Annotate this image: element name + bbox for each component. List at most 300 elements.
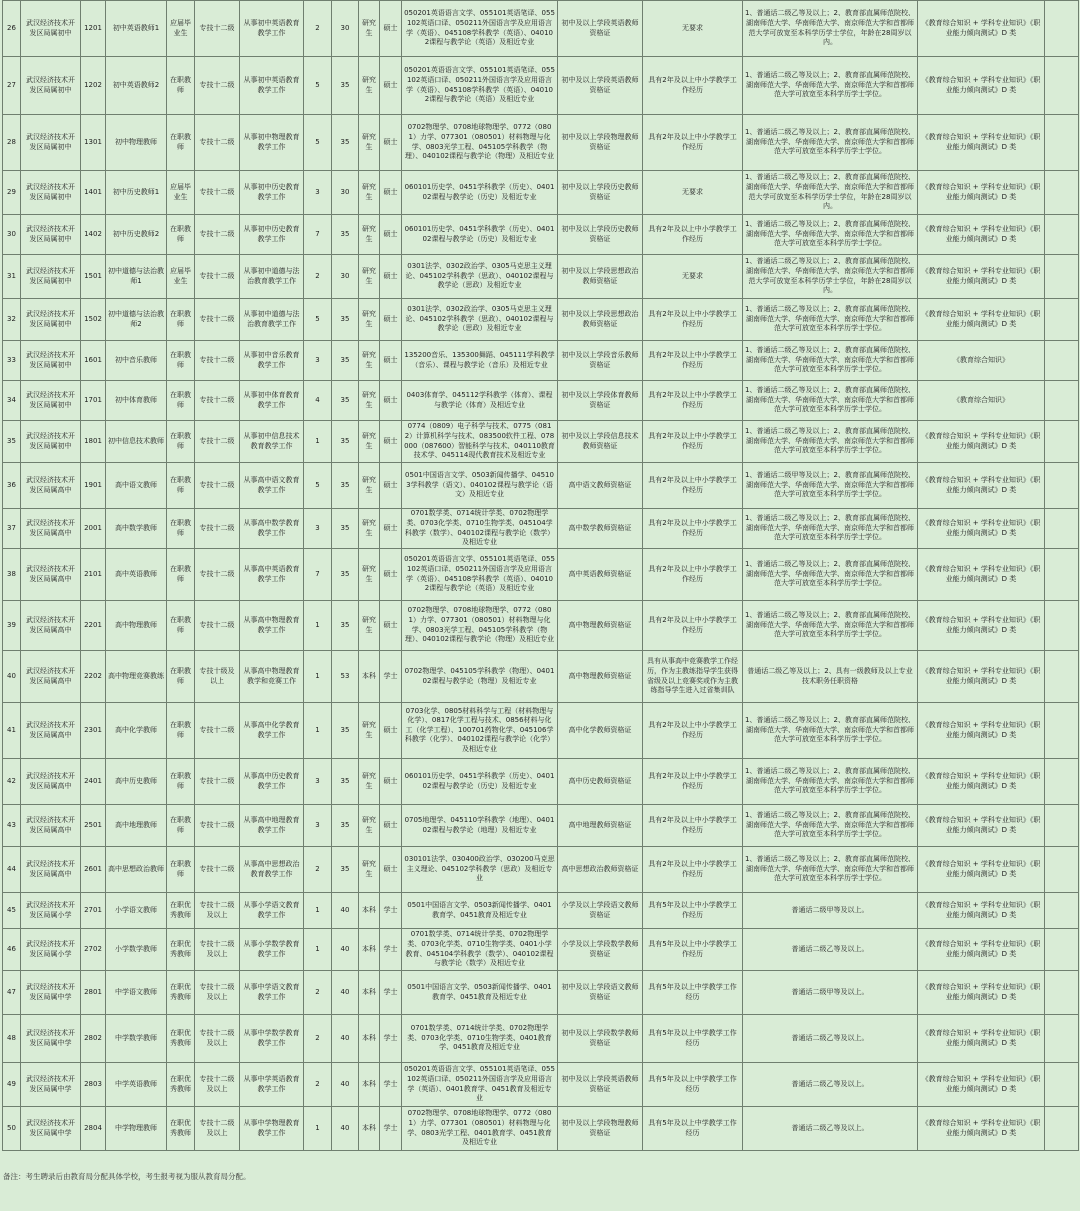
cell-unit[interactable]: 武汉经济技术开发区局属小学	[21, 893, 81, 929]
cell-unit[interactable]: 武汉经济技术开发区局属高中	[21, 847, 81, 893]
cell-no[interactable]: 28	[3, 115, 21, 171]
cell-degree[interactable]: 学士	[380, 971, 402, 1015]
cell-exp[interactable]: 具有2年及以上中小学教学工作经历	[643, 759, 743, 805]
cell-cert[interactable]: 初中及以上学段语文教师资格证	[558, 971, 643, 1015]
cell-major[interactable]: 0403体育学、045112学科教学（体育）、课程与教学论（体育）及相近专业	[402, 381, 558, 421]
cell-edu[interactable]: 研究生	[359, 341, 380, 381]
cell-no[interactable]: 45	[3, 893, 21, 929]
cell-post[interactable]: 初中音乐教师	[106, 341, 167, 381]
cell-other[interactable]: 1、普通话二级乙等及以上；2、教育部直属师范院校、湖南师范大学、华南师范大学、南京师范大学和首都师范大学可放宽至本科学历学士学位。	[743, 341, 918, 381]
cell-source[interactable]: 在职优秀教师	[167, 1015, 195, 1063]
cell-exp[interactable]: 具有2年及以上中小学教学工作经历	[643, 341, 743, 381]
cell-grade[interactable]: 专技十二级及以上	[195, 1063, 240, 1107]
cell-count[interactable]: 2	[304, 1, 332, 57]
cell-post[interactable]: 初中历史教师1	[106, 171, 167, 215]
cell-exam[interactable]: 《教育综合知识 + 学科专业知识》《职业能力倾向测试》D 类	[918, 421, 1045, 463]
cell-source[interactable]: 在职教师	[167, 847, 195, 893]
cell-major[interactable]: 060101历史学、0451学科教学（历史）、040102课程与教学论（历史）及相近专业	[402, 759, 558, 805]
cell-unit[interactable]: 武汉经济技术开发区局属高中	[21, 549, 81, 601]
cell-grade[interactable]: 专技十二级	[195, 847, 240, 893]
cell-grade[interactable]: 专技十二级及以上	[195, 1015, 240, 1063]
cell-source[interactable]: 在职优秀教师	[167, 1107, 195, 1151]
cell-cert[interactable]: 初中及以上学段物理教师资格证	[558, 1107, 643, 1151]
cell-degree[interactable]: 硕士	[380, 171, 402, 215]
cell-no[interactable]: 31	[3, 255, 21, 299]
cell-blank[interactable]	[1045, 1, 1079, 57]
cell-no[interactable]: 41	[3, 703, 21, 759]
cell-edu[interactable]: 研究生	[359, 549, 380, 601]
cell-source[interactable]: 在职教师	[167, 421, 195, 463]
cell-exp[interactable]: 具有2年及以上中小学教学工作经历	[643, 463, 743, 509]
cell-major[interactable]: 060101历史学、0451学科教学（历史）、040102课程与教学论（历史）及相近专业	[402, 215, 558, 255]
cell-count[interactable]: 2	[304, 255, 332, 299]
cell-blank[interactable]	[1045, 115, 1079, 171]
cell-source[interactable]: 在职优秀教师	[167, 893, 195, 929]
cell-major[interactable]: 0501中国语言文学、0503新闻传播学、045103学科教学（语文）、040102课程与教学论（语文）及相近专业	[402, 463, 558, 509]
cell-no[interactable]: 32	[3, 299, 21, 341]
cell-source[interactable]: 在职教师	[167, 341, 195, 381]
cell-duty[interactable]: 从事高中语文教育教学工作	[240, 463, 304, 509]
cell-duty[interactable]: 从事小学数学教育教学工作	[240, 929, 304, 971]
cell-duty[interactable]: 从事中学物理教育教学工作	[240, 1107, 304, 1151]
cell-count[interactable]: 1	[304, 929, 332, 971]
cell-edu[interactable]: 研究生	[359, 381, 380, 421]
cell-exam[interactable]: 《教育综合知识 + 学科专业知识》《职业能力倾向测试》D 类	[918, 1, 1045, 57]
cell-exam[interactable]: 《教育综合知识 + 学科专业知识》《职业能力倾向测试》D 类	[918, 115, 1045, 171]
cell-post[interactable]: 初中物理教师	[106, 115, 167, 171]
cell-edu[interactable]: 研究生	[359, 847, 380, 893]
cell-count[interactable]: 5	[304, 463, 332, 509]
cell-count[interactable]: 2	[304, 1015, 332, 1063]
cell-other[interactable]: 1、普通话二级乙等及以上；2、教育部直属师范院校、湖南师范大学、华南师范大学、南京师范大学和首都师范大学可放宽至本科学历学士学位。	[743, 549, 918, 601]
cell-no[interactable]: 26	[3, 1, 21, 57]
cell-age[interactable]: 35	[332, 805, 359, 847]
cell-exam[interactable]: 《教育综合知识 + 学科专业知识》《职业能力倾向测试》D 类	[918, 971, 1045, 1015]
cell-grade[interactable]: 专技十二级	[195, 463, 240, 509]
cell-unit[interactable]: 武汉经济技术开发区局属中学	[21, 1015, 81, 1063]
cell-duty[interactable]: 从事高中化学教育教学工作	[240, 703, 304, 759]
cell-source[interactable]: 在职教师	[167, 549, 195, 601]
cell-blank[interactable]	[1045, 759, 1079, 805]
cell-other[interactable]: 1、普通话二级乙等及以上；2、教育部直属师范院校、湖南师范大学、华南师范大学、南京师范大学和首都师范大学可放宽至本科学历学士学位。	[743, 759, 918, 805]
cell-code[interactable]: 1601	[81, 341, 106, 381]
cell-blank[interactable]	[1045, 1063, 1079, 1107]
cell-code[interactable]: 2202	[81, 651, 106, 703]
cell-no[interactable]: 35	[3, 421, 21, 463]
cell-duty[interactable]: 从事高中物理教育教学和竞赛工作	[240, 651, 304, 703]
cell-duty[interactable]: 从事初中物理教育教学工作	[240, 115, 304, 171]
cell-exam[interactable]: 《教育综合知识 + 学科专业知识》《职业能力倾向测试》D 类	[918, 651, 1045, 703]
cell-degree[interactable]: 硕士	[380, 509, 402, 549]
cell-post[interactable]: 高中地理教师	[106, 805, 167, 847]
cell-grade[interactable]: 专技十二级	[195, 601, 240, 651]
cell-exam[interactable]: 《教育综合知识 + 学科专业知识》《职业能力倾向测试》D 类	[918, 57, 1045, 115]
cell-count[interactable]: 1	[304, 893, 332, 929]
cell-code[interactable]: 1501	[81, 255, 106, 299]
cell-degree[interactable]: 硕士	[380, 759, 402, 805]
cell-edu[interactable]: 研究生	[359, 463, 380, 509]
cell-cert[interactable]: 高中化学教师资格证	[558, 703, 643, 759]
cell-grade[interactable]: 专技十二级	[195, 549, 240, 601]
cell-code[interactable]: 1901	[81, 463, 106, 509]
cell-duty[interactable]: 从事高中历史教育教学工作	[240, 759, 304, 805]
cell-other[interactable]: 1、普通话二级乙等及以上；2、教育部直属师范院校、湖南师范大学、华南师范大学、南京师范大学和首都师范大学可放宽至本科学历学士学位。	[743, 115, 918, 171]
cell-exp[interactable]: 无要求	[643, 1, 743, 57]
cell-major[interactable]: 0702物理学、045105学科教学（物理）、040102课程与教学论（物理）及相近专业	[402, 651, 558, 703]
cell-blank[interactable]	[1045, 463, 1079, 509]
cell-unit[interactable]: 武汉经济技术开发区局属初中	[21, 215, 81, 255]
cell-exp[interactable]: 具有5年及以上中小学教学工作经历	[643, 893, 743, 929]
cell-edu[interactable]: 研究生	[359, 703, 380, 759]
cell-edu[interactable]: 本科	[359, 1107, 380, 1151]
cell-cert[interactable]: 高中历史教师资格证	[558, 759, 643, 805]
cell-code[interactable]: 1502	[81, 299, 106, 341]
cell-other[interactable]: 普通话二级甲等及以上。	[743, 893, 918, 929]
cell-duty[interactable]: 从事中学英语教育教学工作	[240, 1063, 304, 1107]
cell-source[interactable]: 在职优秀教师	[167, 971, 195, 1015]
cell-blank[interactable]	[1045, 549, 1079, 601]
cell-degree[interactable]: 硕士	[380, 805, 402, 847]
cell-exam[interactable]: 《教育综合知识 + 学科专业知识》《职业能力倾向测试》D 类	[918, 255, 1045, 299]
cell-no[interactable]: 29	[3, 171, 21, 215]
cell-edu[interactable]: 研究生	[359, 215, 380, 255]
cell-no[interactable]: 50	[3, 1107, 21, 1151]
cell-unit[interactable]: 武汉经济技术开发区局属初中	[21, 115, 81, 171]
cell-duty[interactable]: 从事初中历史教育教学工作	[240, 215, 304, 255]
cell-blank[interactable]	[1045, 929, 1079, 971]
cell-exam[interactable]: 《教育综合知识 + 学科专业知识》《职业能力倾向测试》D 类	[918, 1107, 1045, 1151]
cell-grade[interactable]: 专技十二级	[195, 381, 240, 421]
cell-degree[interactable]: 硕士	[380, 549, 402, 601]
cell-count[interactable]: 2	[304, 847, 332, 893]
cell-code[interactable]: 2801	[81, 971, 106, 1015]
cell-blank[interactable]	[1045, 601, 1079, 651]
cell-major[interactable]: 050201英语语言文学、055101英语笔译、055102英语口译、050211外国语言学及应用语言学（英语）、045108学科教学（英语）、040102课程与教学论（英语）及相近专业	[402, 549, 558, 601]
cell-post[interactable]: 高中语文教师	[106, 463, 167, 509]
cell-degree[interactable]: 硕士	[380, 215, 402, 255]
cell-age[interactable]: 35	[332, 115, 359, 171]
cell-exp[interactable]: 具有2年及以上中小学教学工作经历	[643, 115, 743, 171]
cell-duty[interactable]: 从事高中思想政治教育教学工作	[240, 847, 304, 893]
cell-blank[interactable]	[1045, 805, 1079, 847]
cell-other[interactable]: 1、普通话二级乙等及以上；2、教育部直属师范院校、湖南师范大学、华南师范大学、南京师范大学和首都师范大学可放宽至本科学历学士学位，年龄在28周岁以内。	[743, 1, 918, 57]
cell-unit[interactable]: 武汉经济技术开发区局属中学	[21, 1107, 81, 1151]
cell-blank[interactable]	[1045, 971, 1079, 1015]
cell-major[interactable]: 135200音乐、135300舞蹈、045111学科教学（音乐）、课程与教学论（音乐）及相近专业	[402, 341, 558, 381]
cell-grade[interactable]: 专技十二级	[195, 255, 240, 299]
cell-unit[interactable]: 武汉经济技术开发区局属初中	[21, 341, 81, 381]
cell-age[interactable]: 35	[332, 601, 359, 651]
cell-no[interactable]: 37	[3, 509, 21, 549]
cell-count[interactable]: 1	[304, 703, 332, 759]
cell-count[interactable]: 1	[304, 421, 332, 463]
cell-no[interactable]: 27	[3, 57, 21, 115]
cell-post[interactable]: 高中物理教师	[106, 601, 167, 651]
cell-edu[interactable]: 研究生	[359, 57, 380, 115]
cell-degree[interactable]: 硕士	[380, 57, 402, 115]
cell-edu[interactable]: 研究生	[359, 299, 380, 341]
cell-age[interactable]: 35	[332, 463, 359, 509]
cell-post[interactable]: 初中历史教师2	[106, 215, 167, 255]
cell-source[interactable]: 在职教师	[167, 463, 195, 509]
cell-major[interactable]: 0774（0809）电子科学与技术、0775（0812）计算机科学与技术、083500软件工程、078000（087600）智能科学与技术、040110教育技术学、045114现代教育技术及相近专业	[402, 421, 558, 463]
cell-age[interactable]: 35	[332, 703, 359, 759]
cell-code[interactable]: 1401	[81, 171, 106, 215]
cell-exp[interactable]: 具有2年及以上中小学教学工作经历	[643, 805, 743, 847]
cell-major[interactable]: 0501中国语言文学、0503新闻传播学、0401教育学、0451教育及相近专业	[402, 893, 558, 929]
cell-blank[interactable]	[1045, 299, 1079, 341]
cell-exam[interactable]: 《教育综合知识 + 学科专业知识》《职业能力倾向测试》D 类	[918, 509, 1045, 549]
cell-unit[interactable]: 武汉经济技术开发区局属高中	[21, 651, 81, 703]
cell-age[interactable]: 40	[332, 929, 359, 971]
cell-other[interactable]: 1、普通话二级乙等及以上；2、教育部直属师范院校、湖南师范大学、华南师范大学、南京师范大学和首都师范大学可放宽至本科学历学士学位。	[743, 215, 918, 255]
cell-source[interactable]: 在职教师	[167, 601, 195, 651]
cell-cert[interactable]: 初中及以上学段思想政治教师资格证	[558, 299, 643, 341]
cell-blank[interactable]	[1045, 215, 1079, 255]
cell-count[interactable]: 2	[304, 1063, 332, 1107]
cell-other[interactable]: 1、普通话二级乙等及以上；2、教育部直属师范院校、湖南师范大学、华南师范大学、南京师范大学和首都师范大学可放宽至本科学历学士学位。	[743, 847, 918, 893]
cell-other[interactable]: 1、普通话二级甲等及以上；2、教育部直属师范院校、湖南师范大学、华南师范大学、南京师范大学和首都师范大学可放宽至本科学历学士学位。	[743, 463, 918, 509]
cell-unit[interactable]: 武汉经济技术开发区局属高中	[21, 759, 81, 805]
cell-post[interactable]: 初中道德与法治教师1	[106, 255, 167, 299]
cell-unit[interactable]: 武汉经济技术开发区局属高中	[21, 805, 81, 847]
cell-other[interactable]: 1、普通话二级乙等及以上；2、教育部直属师范院校、湖南师范大学、华南师范大学、南京师范大学和首都师范大学可放宽至本科学历学士学位，年龄在28周岁以内。	[743, 171, 918, 215]
cell-grade[interactable]: 专技十二级	[195, 509, 240, 549]
cell-cert[interactable]: 小学及以上学段数学教师资格证	[558, 929, 643, 971]
cell-duty[interactable]: 从事高中数学教育教学工作	[240, 509, 304, 549]
cell-duty[interactable]: 从事初中信息技术教育教学工作	[240, 421, 304, 463]
cell-major[interactable]: 0701数学类、0714统计学类、0702物理学类、0703化学类、0710生物学类、045104学科教学（数学）、040102课程与教学论（数学）及相近专业	[402, 509, 558, 549]
cell-post[interactable]: 高中思想政治教师	[106, 847, 167, 893]
cell-other[interactable]: 1、普通话二级乙等及以上；2、教育部直属师范院校、湖南师范大学、华南师范大学、南京师范大学和首都师范大学可放宽至本科学历学士学位。	[743, 299, 918, 341]
cell-other[interactable]: 1、普通话二级乙等及以上；2、教育部直属师范院校、湖南师范大学、华南师范大学、南京师范大学和首都师范大学可放宽至本科学历学士学位。	[743, 805, 918, 847]
cell-exp[interactable]: 具有2年及以上中小学教学工作经历	[643, 601, 743, 651]
cell-count[interactable]: 7	[304, 215, 332, 255]
cell-blank[interactable]	[1045, 509, 1079, 549]
cell-grade[interactable]: 专技十二级	[195, 1, 240, 57]
cell-code[interactable]: 1701	[81, 381, 106, 421]
cell-major[interactable]: 050201英语语言文学、055101英语笔译、055102英语口译、050211外国语言学及应用语言学（英语）、0401教育学、0451教育及相近专业	[402, 1063, 558, 1107]
cell-cert[interactable]: 高中物理教师资格证	[558, 601, 643, 651]
cell-cert[interactable]: 高中语文教师资格证	[558, 463, 643, 509]
cell-other[interactable]: 1、普通话二级乙等及以上；2、教育部直属师范院校、湖南师范大学、华南师范大学、南京师范大学和首都师范大学可放宽至本科学历学士学位。	[743, 421, 918, 463]
cell-exam[interactable]: 《教育综合知识 + 学科专业知识》《职业能力倾向测试》D 类	[918, 703, 1045, 759]
cell-other[interactable]: 普通话二级乙等及以上。	[743, 1107, 918, 1151]
cell-blank[interactable]	[1045, 847, 1079, 893]
cell-duty[interactable]: 从事小学语文教育教学工作	[240, 893, 304, 929]
cell-no[interactable]: 30	[3, 215, 21, 255]
cell-cert[interactable]: 初中及以上学段英语教师资格证	[558, 1063, 643, 1107]
cell-cert[interactable]: 高中数学教师资格证	[558, 509, 643, 549]
cell-duty[interactable]: 从事高中英语教育教学工作	[240, 549, 304, 601]
cell-edu[interactable]: 本科	[359, 929, 380, 971]
cell-other[interactable]: 普通话二级乙等及以上。	[743, 1063, 918, 1107]
cell-edu[interactable]: 研究生	[359, 601, 380, 651]
cell-exp[interactable]: 具有2年及以上中小学教学工作经历	[643, 421, 743, 463]
cell-grade[interactable]: 专技十二级	[195, 299, 240, 341]
cell-blank[interactable]	[1045, 255, 1079, 299]
cell-grade[interactable]: 专技十二级	[195, 421, 240, 463]
cell-code[interactable]: 1301	[81, 115, 106, 171]
cell-unit[interactable]: 武汉经济技术开发区局属初中	[21, 255, 81, 299]
cell-code[interactable]: 2401	[81, 759, 106, 805]
cell-age[interactable]: 40	[332, 1015, 359, 1063]
cell-other[interactable]: 普通话二级甲等及以上。	[743, 971, 918, 1015]
cell-grade[interactable]: 专技十二级	[195, 759, 240, 805]
cell-grade[interactable]: 专技十二级	[195, 115, 240, 171]
cell-unit[interactable]: 武汉经济技术开发区局属小学	[21, 929, 81, 971]
cell-exam[interactable]: 《教育综合知识》	[918, 341, 1045, 381]
cell-grade[interactable]: 专技十级及以上	[195, 651, 240, 703]
cell-major[interactable]: 0703化学、0805材料科学与工程（材料物理与化学）、0817化学工程与技术、0856材料与化工（化学工程）、100701药物化学、045106学科教学（化学）、040102课程与教学论（化学）及相近专业	[402, 703, 558, 759]
cell-unit[interactable]: 武汉经济技术开发区局属中学	[21, 1063, 81, 1107]
cell-cert[interactable]: 高中物理教师资格证	[558, 651, 643, 703]
cell-degree[interactable]: 硕士	[380, 601, 402, 651]
cell-source[interactable]: 在职教师	[167, 509, 195, 549]
cell-blank[interactable]	[1045, 57, 1079, 115]
cell-cert[interactable]: 初中及以上学段历史教师资格证	[558, 215, 643, 255]
cell-other[interactable]: 1、普通话二级乙等及以上；2、教育部直属师范院校、湖南师范大学、华南师范大学、南京师范大学和首都师范大学可放宽至本科学历学士学位。	[743, 703, 918, 759]
cell-exam[interactable]: 《教育综合知识 + 学科专业知识》《职业能力倾向测试》D 类	[918, 1063, 1045, 1107]
cell-grade[interactable]: 专技十二级	[195, 703, 240, 759]
cell-major[interactable]: 0702物理学、0708地球物理学、0772（0801）力学、077301（080501）材料物理与化学、0803光学工程、0401教育学、0451教育及相近专业	[402, 1107, 558, 1151]
cell-exp[interactable]: 具有2年及以上中小学教学工作经历	[643, 299, 743, 341]
cell-duty[interactable]: 从事初中体育教育教学工作	[240, 381, 304, 421]
cell-code[interactable]: 1402	[81, 215, 106, 255]
cell-edu[interactable]: 研究生	[359, 509, 380, 549]
cell-blank[interactable]	[1045, 703, 1079, 759]
cell-unit[interactable]: 武汉经济技术开发区局属高中	[21, 703, 81, 759]
cell-post[interactable]: 中学英语教师	[106, 1063, 167, 1107]
cell-blank[interactable]	[1045, 381, 1079, 421]
cell-other[interactable]: 普通话二级乙等及以上。	[743, 1015, 918, 1063]
cell-edu[interactable]: 研究生	[359, 115, 380, 171]
cell-blank[interactable]	[1045, 421, 1079, 463]
cell-unit[interactable]: 武汉经济技术开发区局属高中	[21, 463, 81, 509]
cell-unit[interactable]: 武汉经济技术开发区局属初中	[21, 421, 81, 463]
cell-unit[interactable]: 武汉经济技术开发区局属高中	[21, 509, 81, 549]
cell-other[interactable]: 1、普通话二级乙等及以上；2、教育部直属师范院校、湖南师范大学、华南师范大学、南京师范大学和首都师范大学可放宽至本科学历学士学位。	[743, 57, 918, 115]
cell-no[interactable]: 40	[3, 651, 21, 703]
cell-age[interactable]: 35	[332, 57, 359, 115]
cell-post[interactable]: 小学数学教师	[106, 929, 167, 971]
cell-no[interactable]: 46	[3, 929, 21, 971]
cell-grade[interactable]: 专技十二级及以上	[195, 1107, 240, 1151]
cell-exp[interactable]: 具有5年及以上中学教学工作经历	[643, 1015, 743, 1063]
cell-age[interactable]: 40	[332, 1107, 359, 1151]
cell-post[interactable]: 高中历史教师	[106, 759, 167, 805]
cell-duty[interactable]: 从事初中英语教育教学工作	[240, 1, 304, 57]
cell-major[interactable]: 060101历史学、0451学科教学（历史）、040102课程与教学论（历史）及相近专业	[402, 171, 558, 215]
cell-major[interactable]: 0501中国语言文学、0503新闻传播学、0401教育学、0451教育及相近专业	[402, 971, 558, 1015]
cell-age[interactable]: 53	[332, 651, 359, 703]
cell-no[interactable]: 39	[3, 601, 21, 651]
cell-major[interactable]: 0701数学类、0714统计学类、0702物理学类、0703化学类、0710生物学类、0401小学教育、045104学科教学（数学）、040102课程与教学论（数学）及相近专业	[402, 929, 558, 971]
cell-exam[interactable]: 《教育综合知识 + 学科专业知识》《职业能力倾向测试》D 类	[918, 299, 1045, 341]
cell-count[interactable]: 5	[304, 299, 332, 341]
cell-count[interactable]: 1	[304, 651, 332, 703]
cell-no[interactable]: 38	[3, 549, 21, 601]
cell-no[interactable]: 47	[3, 971, 21, 1015]
cell-post[interactable]: 初中英语教师2	[106, 57, 167, 115]
cell-edu[interactable]: 研究生	[359, 255, 380, 299]
cell-grade[interactable]: 专技十二级	[195, 805, 240, 847]
cell-age[interactable]: 35	[332, 381, 359, 421]
cell-blank[interactable]	[1045, 893, 1079, 929]
cell-code[interactable]: 2301	[81, 703, 106, 759]
cell-post[interactable]: 初中体育教师	[106, 381, 167, 421]
cell-code[interactable]: 1201	[81, 1, 106, 57]
cell-degree[interactable]: 硕士	[380, 255, 402, 299]
cell-major[interactable]: 0702物理学、0708地球物理学、0772（0801）力学、077301（080501）材料物理与化学、0803光学工程、045105学科教学（物理）、040102课程与教学论（物理）及相近专业	[402, 601, 558, 651]
cell-exp[interactable]: 具有5年及以上中学教学工作经历	[643, 1063, 743, 1107]
cell-blank[interactable]	[1045, 1015, 1079, 1063]
cell-code[interactable]: 2803	[81, 1063, 106, 1107]
cell-degree[interactable]: 硕士	[380, 299, 402, 341]
cell-cert[interactable]: 初中及以上学段音乐教师资格证	[558, 341, 643, 381]
cell-grade[interactable]: 专技十二级	[195, 57, 240, 115]
cell-exp[interactable]: 具有2年及以上中小学教学工作经历	[643, 509, 743, 549]
cell-grade[interactable]: 专技十二级及以上	[195, 893, 240, 929]
cell-cert[interactable]: 初中及以上学段物理教师资格证	[558, 115, 643, 171]
cell-cert[interactable]: 高中地理教师资格证	[558, 805, 643, 847]
cell-edu[interactable]: 研究生	[359, 171, 380, 215]
cell-exp[interactable]: 具有5年及以上中学教学工作经历	[643, 1107, 743, 1151]
cell-major[interactable]: 030101法学、030400政治学、030200马克思主义理论、045102学科教学（思政）及相近专业	[402, 847, 558, 893]
cell-cert[interactable]: 高中英语教师资格证	[558, 549, 643, 601]
cell-unit[interactable]: 武汉经济技术开发区局属初中	[21, 299, 81, 341]
cell-age[interactable]: 30	[332, 255, 359, 299]
cell-duty[interactable]: 从事中学语文教育教学工作	[240, 971, 304, 1015]
cell-duty[interactable]: 从事初中历史教育教学工作	[240, 171, 304, 215]
cell-count[interactable]: 4	[304, 381, 332, 421]
cell-count[interactable]: 5	[304, 115, 332, 171]
cell-age[interactable]: 35	[332, 759, 359, 805]
cell-edu[interactable]: 本科	[359, 651, 380, 703]
cell-exp[interactable]: 具有2年及以上中小学教学工作经历	[643, 549, 743, 601]
cell-cert[interactable]: 初中及以上学段英语教师资格证	[558, 1, 643, 57]
cell-source[interactable]: 应届毕业生	[167, 171, 195, 215]
cell-other[interactable]: 1、普通话二级乙等及以上；2、教育部直属师范院校、湖南师范大学、华南师范大学、南京师范大学和首都师范大学可放宽至本科学历学士学位。	[743, 381, 918, 421]
cell-grade[interactable]: 专技十二级	[195, 341, 240, 381]
cell-unit[interactable]: 武汉经济技术开发区局属中学	[21, 971, 81, 1015]
cell-exp[interactable]: 具有2年及以上中小学教学工作经历	[643, 215, 743, 255]
cell-post[interactable]: 初中道德与法治教师2	[106, 299, 167, 341]
cell-age[interactable]: 35	[332, 215, 359, 255]
cell-count[interactable]: 7	[304, 549, 332, 601]
cell-exam[interactable]: 《教育综合知识 + 学科专业知识》《职业能力倾向测试》D 类	[918, 171, 1045, 215]
cell-post[interactable]: 初中信息技术教师	[106, 421, 167, 463]
cell-degree[interactable]: 学士	[380, 1015, 402, 1063]
cell-exp[interactable]: 无要求	[643, 255, 743, 299]
cell-exp[interactable]: 具有2年及以上中小学教学工作经历	[643, 57, 743, 115]
cell-post[interactable]: 小学语文教师	[106, 893, 167, 929]
cell-source[interactable]: 在职教师	[167, 381, 195, 421]
cell-unit[interactable]: 武汉经济技术开发区局属初中	[21, 57, 81, 115]
cell-degree[interactable]: 硕士	[380, 703, 402, 759]
cell-code[interactable]: 2802	[81, 1015, 106, 1063]
cell-source[interactable]: 在职优秀教师	[167, 1063, 195, 1107]
cell-age[interactable]: 35	[332, 421, 359, 463]
cell-degree[interactable]: 硕士	[380, 421, 402, 463]
cell-count[interactable]: 3	[304, 171, 332, 215]
cell-grade[interactable]: 专技十二级	[195, 215, 240, 255]
cell-edu[interactable]: 本科	[359, 893, 380, 929]
cell-duty[interactable]: 从事初中道德与法治教育教学工作	[240, 255, 304, 299]
cell-age[interactable]: 35	[332, 549, 359, 601]
cell-code[interactable]: 1202	[81, 57, 106, 115]
cell-degree[interactable]: 学士	[380, 893, 402, 929]
